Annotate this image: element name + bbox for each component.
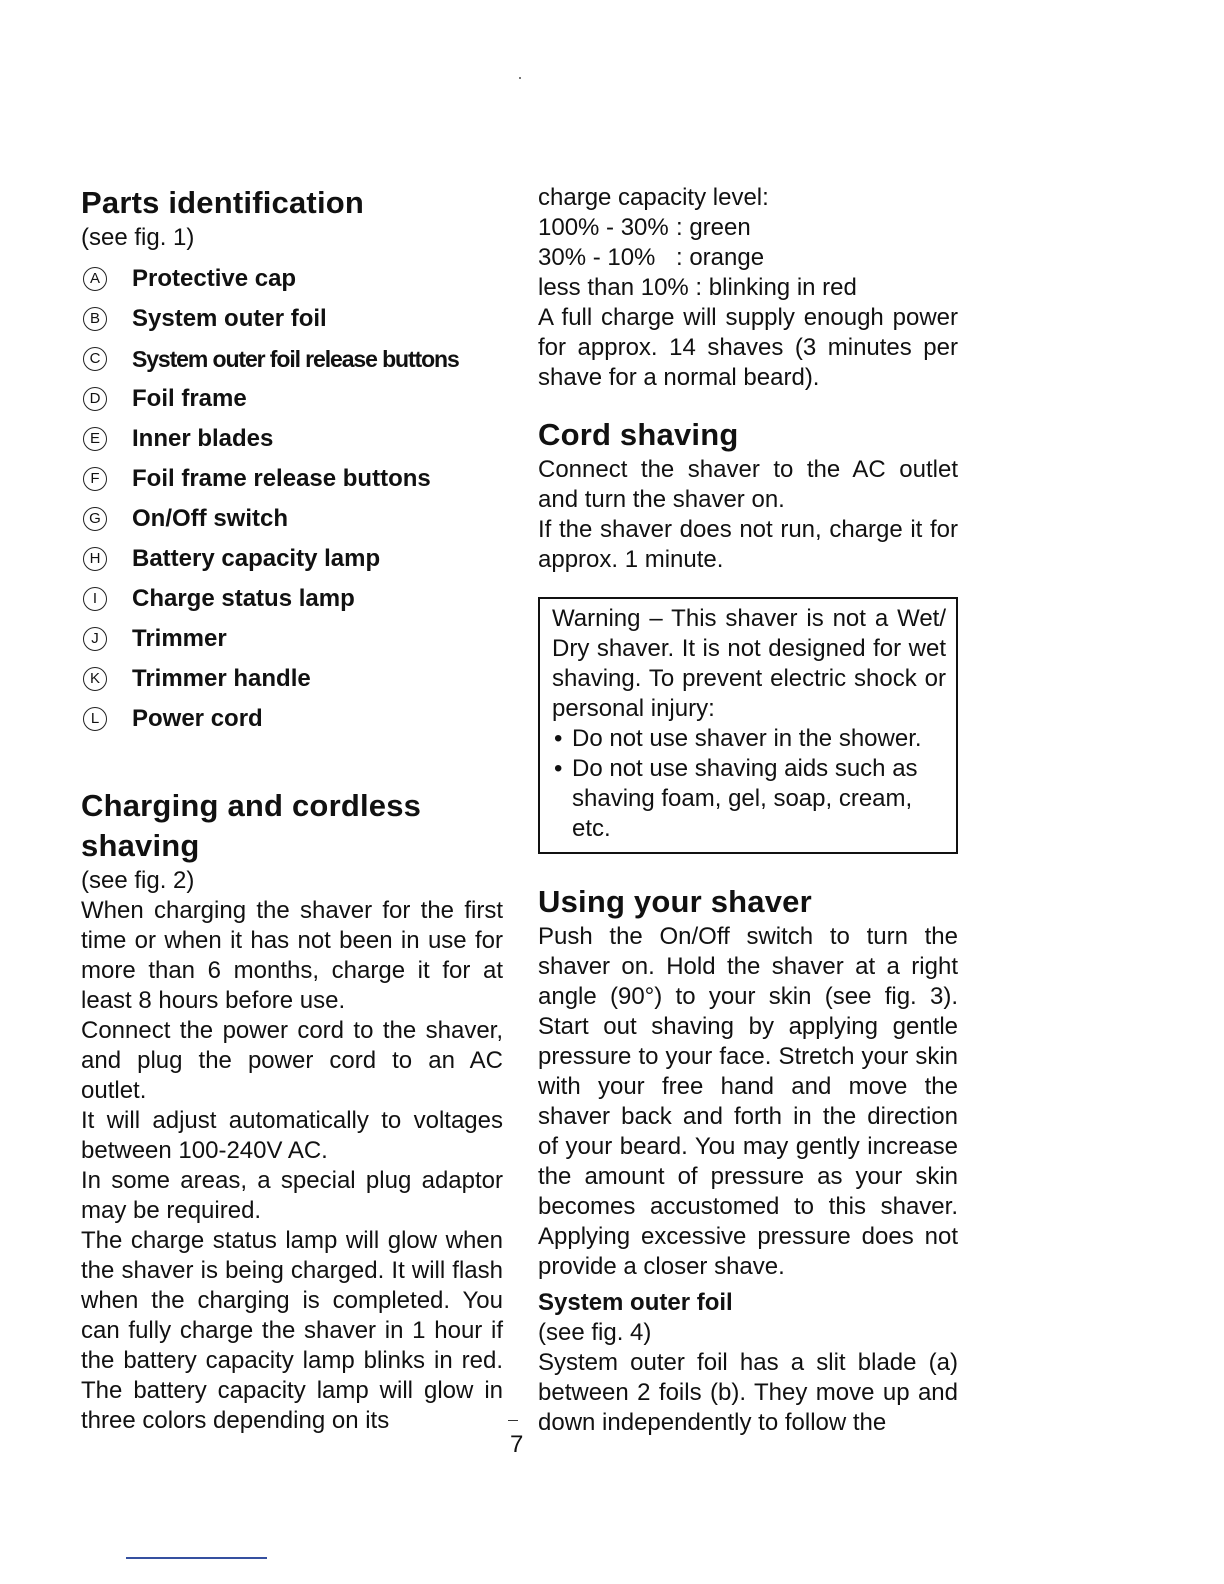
charging-paragraph: When charging the shaver for the first time or when it has not been in use for more than 6 months, charge it for at least 8 hours before use.	[81, 897, 503, 1014]
circled-letter: K	[83, 667, 107, 691]
system-outer-foil-subtitle: System outer foil	[538, 1289, 733, 1316]
part-label: Protective cap	[132, 265, 297, 292]
capacity-low: less than 10% : blinking in red	[538, 274, 857, 301]
circled-letter: L	[83, 707, 107, 731]
warning-list	[552, 724, 946, 844]
circled-letter: J	[83, 627, 107, 651]
scan-dot	[519, 77, 521, 79]
list-item	[81, 459, 503, 499]
part-label: Inner blades	[132, 425, 274, 452]
using-title: Using your shaver	[538, 884, 812, 919]
parts-list	[81, 259, 503, 739]
left-column	[81, 183, 503, 1436]
page-number: 7	[510, 1431, 524, 1458]
capacity-intro: charge capacity level:	[538, 184, 769, 211]
list-item	[81, 379, 503, 419]
list-item	[81, 419, 503, 459]
circled-letter: F	[83, 467, 107, 491]
circled-letter: D	[83, 387, 107, 411]
capacity-level-row	[538, 213, 958, 243]
charging-see-fig: (see fig. 2)	[81, 867, 195, 894]
circled-letter: G	[83, 507, 107, 531]
parts-see-fig: (see fig. 1)	[81, 224, 195, 251]
warning-text: Warning – This shaver is not a Wet/ Dry shaver. It is not designed for wet shaving. To prevent electric shock or personal injury:	[552, 605, 946, 722]
charging-paragraph: The charge status lamp will glow when the shaver is being charged. It will flash when the charging is completed. You can fully charge the shaver in 1 hour if the battery capacity lamp blinks in red. The battery capacity lamp will glow in three colors depending on its	[81, 1227, 503, 1434]
list-item: • Do not use shaving aids such as shaving foam, gel, soap, cream, etc.	[552, 754, 946, 844]
system-outer-foil-paragraph: System outer foil has a slit blade (a) between 2 foils (b). They move up and down independently to follow the	[538, 1349, 958, 1436]
list-item	[81, 699, 503, 739]
charging-paragraph: It will adjust automatically to voltages between 100-240V AC.	[81, 1107, 503, 1164]
cord-paragraph: Connect the shaver to the AC outlet and turn the shaver on.	[538, 456, 958, 513]
circled-letter: H	[83, 547, 107, 571]
list-item	[81, 659, 503, 699]
part-label: Foil frame release buttons	[132, 465, 431, 492]
part-label: System outer foil release buttons	[132, 345, 459, 372]
cord-paragraph: If the shaver does not run, charge it for approx. 1 minute.	[538, 516, 958, 573]
part-label: Foil frame	[132, 385, 247, 412]
circled-letter: B	[83, 307, 107, 331]
part-label: On/Off switch	[132, 505, 288, 532]
list-item	[81, 579, 503, 619]
bottom-rule	[126, 1557, 267, 1559]
part-label: System outer foil	[132, 305, 327, 332]
list-item	[81, 539, 503, 579]
using-paragraph: Push the On/Off switch to turn the shaver on. Hold the shaver at a right angle (90°) to your skin (see fig. 3). Start out shaving by applying gentle pressure to your face. Stretch your skin with your free hand and move the shaver back and forth in the direction of your beard. You may gently increase the amount of pressure as your skin becomes accustomed to this shaver. Applying excessive pressure does not provide a closer shave.	[538, 923, 958, 1280]
capacity-level-row	[538, 243, 958, 273]
list-item	[81, 499, 503, 539]
part-label: Trimmer handle	[132, 665, 311, 692]
level-range: 30% - 10%	[538, 244, 656, 271]
parts-title: Parts identification	[81, 185, 365, 220]
charging-paragraph: In some areas, a special plug adaptor may be required.	[81, 1167, 503, 1224]
level-color: : green	[676, 214, 751, 241]
list-item	[81, 339, 503, 379]
full-charge-text: A full charge will supply enough power for approx. 14 shaves (3 minutes per shave for a normal beard).	[538, 304, 958, 391]
part-label: Trimmer	[132, 625, 227, 652]
circled-letter: E	[83, 427, 107, 451]
part-label: Battery capacity lamp	[132, 545, 381, 572]
page-number-mark	[508, 1420, 518, 1421]
circled-letter: A	[83, 267, 107, 291]
charging-paragraph: Connect the power cord to the shaver, and plug the power cord to an AC outlet.	[81, 1017, 503, 1104]
charging-section	[81, 786, 503, 1436]
system-outer-foil-see-fig: (see fig. 4)	[538, 1319, 652, 1346]
right-column	[538, 183, 958, 1438]
level-range: 100% - 30%	[538, 214, 669, 241]
cord-title: Cord shaving	[538, 417, 739, 452]
circled-letter: I	[83, 587, 107, 611]
part-label: Charge status lamp	[132, 585, 355, 612]
charging-title: Charging and cordless shaving	[81, 788, 422, 863]
list-item	[81, 299, 503, 339]
level-color: : orange	[676, 244, 765, 271]
list-item	[81, 619, 503, 659]
list-item	[81, 259, 503, 299]
warning-box	[538, 597, 958, 854]
list-item: • Do not use shaver in the shower.	[552, 724, 946, 754]
part-label: Power cord	[132, 705, 263, 732]
circled-letter: C	[83, 347, 107, 371]
